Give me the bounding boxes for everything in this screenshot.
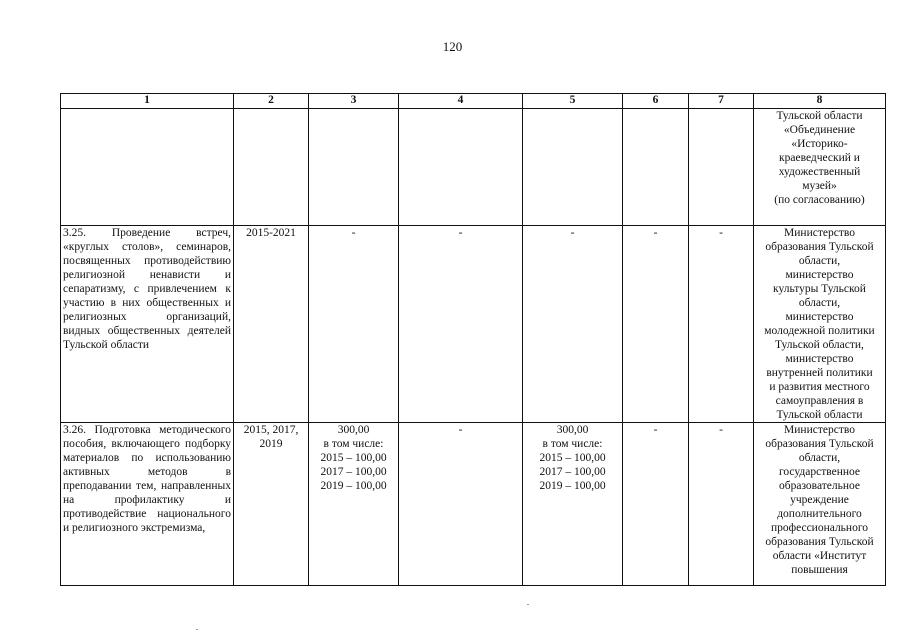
responsible-line: области, xyxy=(798,255,841,267)
period-line: 2019 xyxy=(259,438,283,450)
table-header-row xyxy=(61,94,886,109)
responsible-line: молодежной политики xyxy=(764,325,875,337)
funding-line: 300,00 xyxy=(556,424,589,436)
period-3-25: 2015-2021 xyxy=(234,226,309,423)
scan-speck xyxy=(527,604,529,605)
responsible-line: образования Тульской xyxy=(765,536,874,548)
value-3-25-col5: - xyxy=(523,226,623,423)
value-3-25-col7: - xyxy=(689,226,754,423)
cont-responsible-line: Тульской области xyxy=(776,110,863,122)
cell-cont-col5 xyxy=(523,109,623,226)
funding-line: 2019 – 100,00 xyxy=(320,480,387,492)
cont-responsible-line: музей» xyxy=(802,180,837,192)
table-row-3-26 xyxy=(61,423,886,586)
scan-speck xyxy=(196,629,198,630)
column-header-6: 6 xyxy=(623,94,689,109)
funding-line: 2015 – 100,00 xyxy=(320,452,387,464)
cell-cont-col4 xyxy=(399,109,523,226)
funding-3-26-col3 xyxy=(309,423,399,586)
funding-3-26-col5 xyxy=(523,423,623,586)
column-header-4: 4 xyxy=(399,94,523,109)
responsible-line: области «Институт xyxy=(772,550,867,562)
responsible-line: Тульской области xyxy=(776,409,863,421)
column-header-2: 2 xyxy=(234,94,309,109)
responsible-line: самоуправления в xyxy=(775,395,864,407)
responsible-line: области, xyxy=(798,297,841,309)
cont-responsible-line: (по согласованию) xyxy=(774,194,865,206)
responsible-3-26 xyxy=(754,423,886,586)
cell-cont-col7 xyxy=(689,109,754,226)
column-header-1: 1 xyxy=(61,94,234,109)
funding-line: 300,00 xyxy=(337,424,370,436)
measure-description-3-25: 3.25. Проведение встреч, «круглых столов», семинаров, посвященных противодействию религиозной ненависти и сепаратизму, с привлечением к участию в них общественных и религиозных организаций, видных общественных деятелей Тульской области xyxy=(61,226,234,423)
responsible-line: культуры Тульской xyxy=(773,283,866,295)
period-3-26 xyxy=(234,423,309,586)
table-row-3-25 xyxy=(61,226,886,423)
responsible-line: Тульской области, xyxy=(775,339,864,351)
responsible-line: профессионального xyxy=(770,522,869,534)
funding-line: 2017 – 100,00 xyxy=(320,466,387,478)
page-number: 120 xyxy=(442,39,463,54)
cont-responsible-line: «Объединение xyxy=(783,124,856,136)
responsible-line: Министерство xyxy=(784,424,855,436)
responsible-line: повышения xyxy=(791,564,848,576)
cell-cont-col6 xyxy=(623,109,689,226)
responsible-line: внутренней политики xyxy=(766,367,873,379)
responsible-line: министерство xyxy=(785,269,854,281)
funding-line: в том числе: xyxy=(323,438,384,450)
measures-table xyxy=(60,93,886,586)
value-3-26-col6: - xyxy=(623,423,689,586)
table-row-continued xyxy=(61,109,886,226)
responsible-line: образовательное xyxy=(778,480,861,492)
value-3-26-col7: - xyxy=(689,423,754,586)
responsible-line: дополнительного xyxy=(777,508,862,520)
column-header-8: 8 xyxy=(754,94,886,109)
cell-cont-col3 xyxy=(309,109,399,226)
value-3-25-col6: - xyxy=(623,226,689,423)
funding-line: 2019 – 100,00 xyxy=(539,480,606,492)
cell-cont-responsible xyxy=(754,109,886,226)
responsible-line: учреждение xyxy=(790,494,849,506)
cont-responsible-line: «Историко- xyxy=(791,138,848,150)
cont-responsible-line: художественный xyxy=(778,166,861,178)
funding-line: 2015 – 100,00 xyxy=(539,452,606,464)
funding-line: в том числе: xyxy=(542,438,603,450)
column-header-3: 3 xyxy=(309,94,399,109)
responsible-line: образования Тульской xyxy=(765,241,874,253)
responsible-line: Министерство xyxy=(784,227,855,239)
period-line: 2015, 2017, xyxy=(243,424,299,436)
responsible-3-25 xyxy=(754,226,886,423)
funding-line: 2017 – 100,00 xyxy=(539,466,606,478)
column-header-7: 7 xyxy=(689,94,754,109)
responsible-line: и развития местного xyxy=(769,381,870,393)
value-3-25-col3: - xyxy=(309,226,399,423)
cell-cont-col2 xyxy=(234,109,309,226)
responsible-line: области, xyxy=(798,452,841,464)
responsible-line: министерство xyxy=(785,353,854,365)
responsible-line: образования Тульской xyxy=(765,438,874,450)
responsible-line: государственное xyxy=(778,466,861,478)
column-header-5: 5 xyxy=(523,94,623,109)
value-3-26-col4: - xyxy=(399,423,523,586)
measure-description-3-26: 3.26. Подготовка методического пособия, включающего подборку материалов по использованию активных методов в преподавании тем, направленных на профилактику и противодействие национального и религиозного экстремизма, xyxy=(61,423,234,586)
responsible-line: министерство xyxy=(785,311,854,323)
cell-cont-col1 xyxy=(61,109,234,226)
value-3-25-col4: - xyxy=(399,226,523,423)
cont-responsible-line: краеведческий и xyxy=(779,152,860,164)
